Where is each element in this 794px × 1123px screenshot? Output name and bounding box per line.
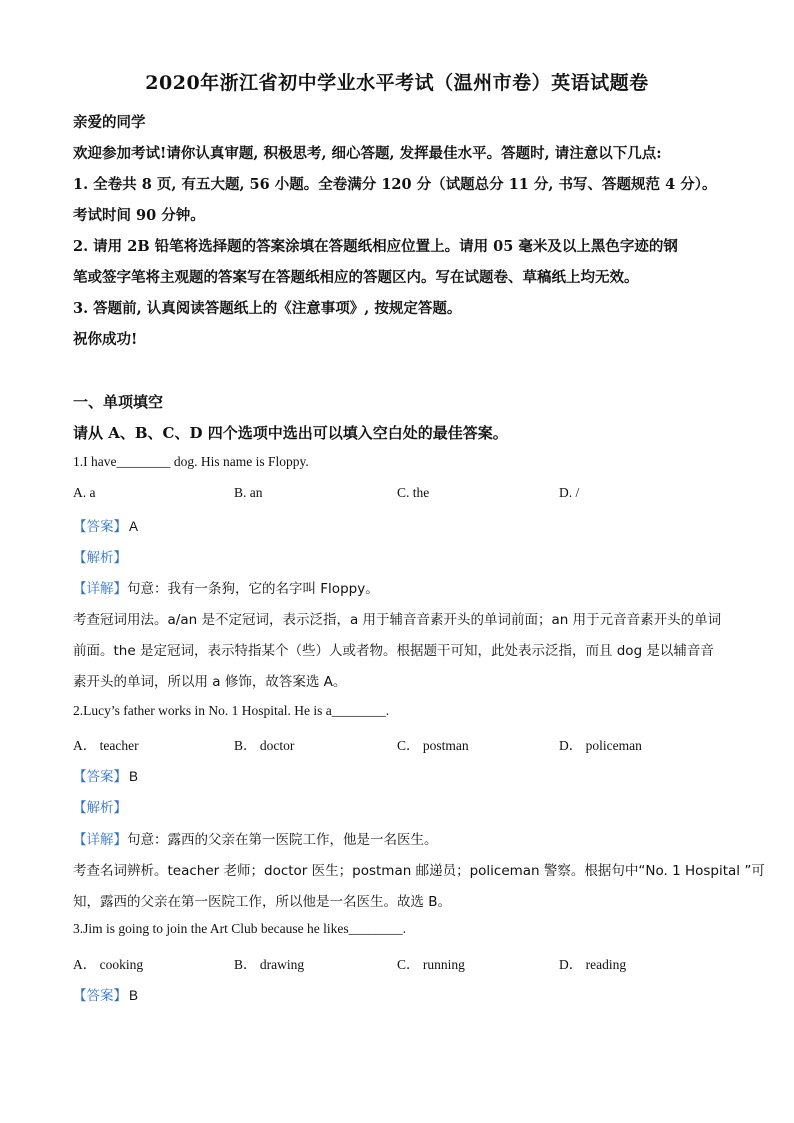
- intro-welcome: 欢迎参加考试!请你认真审题, 积极思考, 细心答题, 发挥最佳水平。答题时, 请注意以下几点:: [73, 145, 662, 162]
- question-3-stem: 3.Jim is going to join the Art Club because he likes________.: [73, 921, 406, 936]
- intro-rule-2-cont: 笔或签字笔将主观题的答案写在答题纸相应的答题区内。写在试题卷、草稿纸上均无效。: [73, 269, 639, 286]
- intro-rule-3: 3. 答题前, 认真阅读答题纸上的《注意事项》, 按规定答题。: [73, 300, 462, 317]
- section-instruction: 请从 A、B、C、D 四个选项中选出可以填入空白处的最佳答案。: [73, 424, 508, 442]
- answer-label: 【答案】: [73, 988, 127, 1004]
- answer-value: A: [129, 519, 139, 534]
- question-1-explanation-line: 素开头的单词，所以用 a 修饰，故答案选 A。: [73, 674, 347, 690]
- exam-title: 2020年浙江省初中学业水平考试（温州市卷）英语试题卷: [145, 72, 649, 94]
- intro-greeting: 亲爱的同学: [73, 114, 146, 131]
- section-heading: 一、单项填空: [73, 393, 164, 411]
- question-3-option-c: C． running: [397, 957, 465, 972]
- question-1-option-b: B. an: [234, 485, 263, 500]
- question-2-option-c: C． postman: [397, 738, 469, 753]
- question-2-option-a: A． teacher: [73, 738, 139, 753]
- answer-label: 【答案】: [73, 769, 127, 785]
- question-1-option-c: C. the: [397, 485, 430, 500]
- question-2-option-b: B． doctor: [234, 738, 295, 753]
- question-2-stem: 2.Lucy’s father works in No. 1 Hospital. He is a________.: [73, 703, 390, 718]
- question-2-explanation-line: 考查名词辨析。teacher 老师；doctor 医生；postman 邮递员；policeman 警察。根据句中“No. 1 Hospital ”可: [73, 863, 765, 879]
- question-2-option-d: D． policeman: [559, 738, 642, 753]
- intro-rule-1: 1. 全卷共 8 页, 有五大题, 56 小题。全卷满分 120 分（试题总分 11 分, 书写、答题规范 4 分）。: [73, 176, 717, 193]
- question-2-answer: [73, 765, 138, 785]
- analysis-label: 【解析】: [73, 550, 127, 566]
- question-1-option-a: A. a: [73, 485, 96, 500]
- detail-label: 【详解】: [73, 832, 127, 848]
- question-1-answer: [73, 515, 138, 535]
- detail-text: 句意：露西的父亲在第一医院工作，他是一名医生。: [127, 832, 438, 848]
- question-2-analysis-label: [73, 796, 127, 816]
- question-1-stem: 1.I have________ dog. His name is Floppy.: [73, 454, 309, 469]
- answer-value: B: [129, 769, 139, 784]
- question-3-option-a: A． cooking: [73, 957, 144, 972]
- intro-closing: 祝你成功!: [73, 331, 138, 348]
- question-1-analysis-label: [73, 546, 127, 566]
- detail-text: 句意：我有一条狗，它的名字叫 Floppy。: [127, 581, 379, 597]
- question-1-explanation-line: 前面。the 是定冠词，表示特指某个（些）人或者物。根据题干可知，此处表示泛指，而且 dog 是以辅音音: [73, 643, 714, 659]
- question-3-answer: [73, 984, 138, 1004]
- question-3-option-b: B． drawing: [234, 957, 305, 972]
- question-1-detail-line: [73, 577, 379, 597]
- question-1-option-d: D. /: [559, 485, 580, 500]
- intro-rule-1-cont: 考试时间 90 分钟。: [73, 207, 205, 224]
- answer-value: B: [129, 988, 139, 1003]
- question-1-explanation-line: 考查冠词用法。a/an 是不定冠词，表示泛指，a 用于辅音音素开头的单词前面；an 用于元音音素开头的单词: [73, 612, 722, 628]
- question-2-explanation-line: 知，露西的父亲在第一医院工作，所以他是一名医生。故选 B。: [73, 894, 452, 910]
- question-3-option-d: D． reading: [559, 957, 627, 972]
- question-2-detail-line: [73, 828, 438, 848]
- answer-label: 【答案】: [73, 519, 127, 535]
- detail-label: 【详解】: [73, 581, 127, 597]
- analysis-label: 【解析】: [73, 800, 127, 816]
- intro-rule-2: 2. 请用 2B 铅笔将选择题的答案涂填在答题纸相应位置上。请用 05 毫米及以上黑色字迹的钢: [73, 238, 678, 255]
